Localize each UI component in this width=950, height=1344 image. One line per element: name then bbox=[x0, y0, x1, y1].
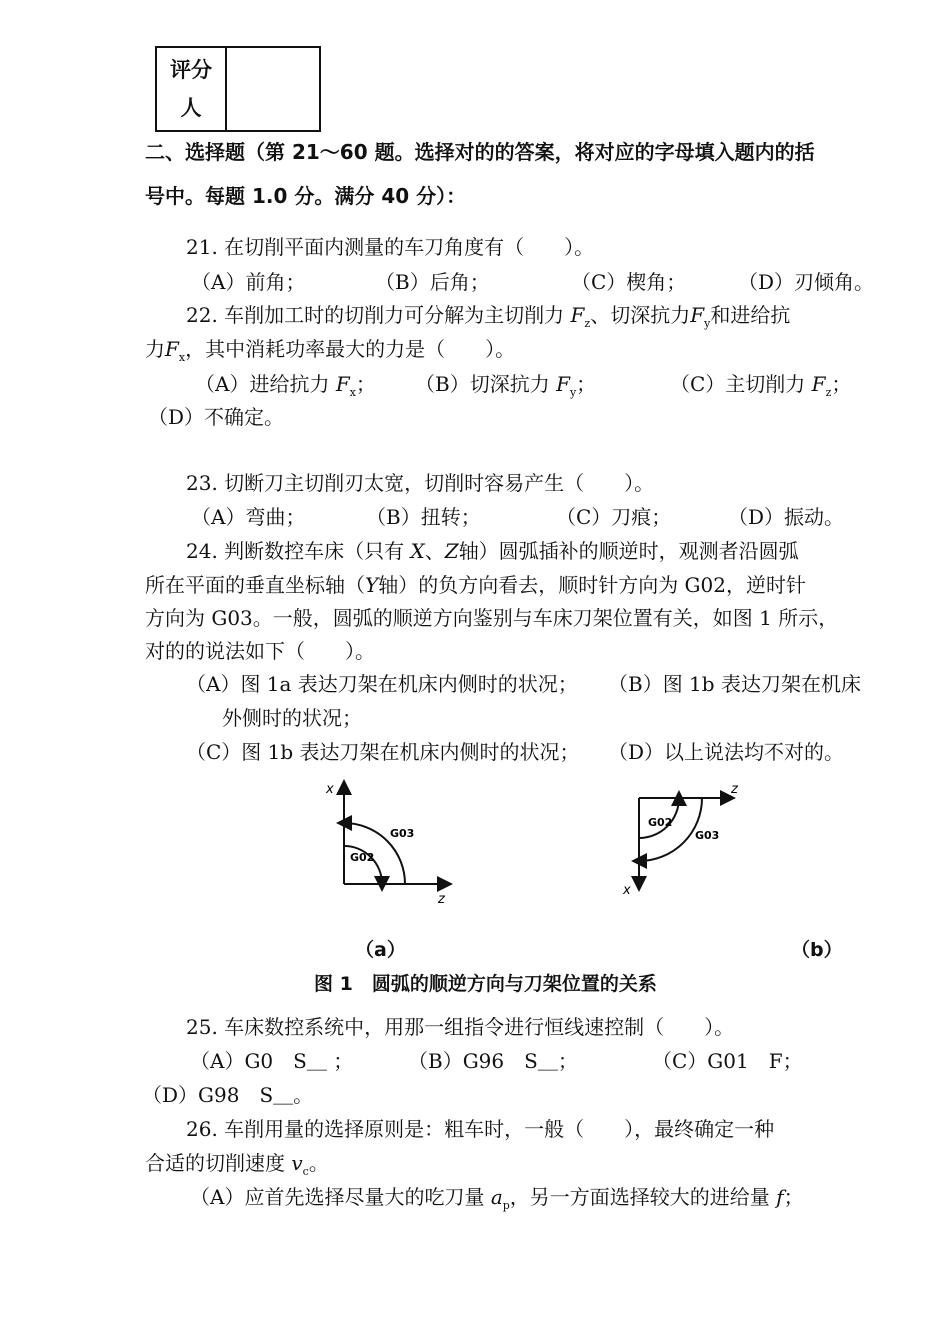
q22-option-d: （D）不确定。 bbox=[148, 405, 285, 429]
fig-b-g03-arc bbox=[639, 798, 702, 861]
q23-stem: 23. 切断刀主切削刃太宽，切削时容易产生（ ）。 bbox=[186, 471, 655, 495]
q21-option-c: （C）楔角； bbox=[571, 270, 687, 294]
q23-option-c: （C）刀痕； bbox=[556, 505, 672, 529]
fig-b-g02-label: G02 bbox=[648, 816, 673, 829]
q26-option-a: （A）应首先选择尽量大的吃刀量 $a_p$，另一方面选择较大的进给量 f； bbox=[190, 1185, 804, 1212]
q24-stem-line4: 对的的说法如下（ ）。 bbox=[145, 639, 375, 663]
fig-a-x-label: x bbox=[326, 782, 334, 797]
figure-a-diagram bbox=[320, 775, 460, 910]
figure-caption: 图 1 圆弧的顺逆方向与刀架位置的关系 bbox=[314, 973, 657, 995]
q24-option-b-line2: 外侧时的状况； bbox=[222, 706, 362, 730]
fig-b-z-label: z bbox=[731, 782, 738, 797]
q25-option-c: （C）G01 F； bbox=[652, 1049, 803, 1073]
q24-option-b-line1: （B）图 1b 表达刀架在机床 bbox=[608, 672, 861, 696]
q22-option-a: （A）进给抗力 $F_x$； bbox=[195, 372, 376, 399]
q23-option-b: （B）扭转； bbox=[366, 505, 481, 529]
q21-option-a: （A）前角； bbox=[191, 270, 306, 294]
figure-a-label: （a） bbox=[355, 939, 406, 961]
q22-stem-line1: 22. 车削加工时的切削力可分解为主切削力 $F_z$、切深抗力$F_y$和进给抗 bbox=[186, 303, 791, 330]
q21-stem: 21. 在切削平面内测量的车刀角度有（ ）。 bbox=[186, 235, 595, 259]
fig-a-g02-label: G02 bbox=[350, 851, 375, 864]
score-label-line1: 评分 bbox=[170, 58, 212, 82]
q23-option-d: （D）振动。 bbox=[728, 505, 845, 529]
q21-option-b: （B）后角； bbox=[375, 270, 490, 294]
q23-option-a: （A）弯曲； bbox=[191, 505, 306, 529]
fig-a-g03-label: G03 bbox=[390, 827, 415, 840]
q25-option-a: （A）G0 S＿ ； bbox=[190, 1049, 354, 1073]
fig-b-x-label: x bbox=[623, 883, 631, 898]
score-box bbox=[155, 46, 321, 132]
fig-a-z-label: z bbox=[438, 892, 445, 907]
q26-stem-line1: 26. 车削用量的选择原则是：粗车时，一般（ ），最终确定一种 bbox=[186, 1117, 775, 1141]
q25-stem: 25. 车床数控系统中，用那一组指令进行恒线速控制（ ）。 bbox=[186, 1015, 735, 1039]
q22-option-c: （C）主切削力 $F_z$； bbox=[670, 372, 852, 399]
figure-b-label: （b） bbox=[791, 939, 843, 961]
section-title-line1: 二、选择题（第 21～60 题。选择对的的答案，将对应的字母填入题内的括 bbox=[145, 140, 815, 164]
q24-option-d: （D）以上说法均不对的。 bbox=[608, 740, 845, 764]
score-value-cell[interactable] bbox=[227, 48, 319, 130]
q24-stem-line2: 所在平面的垂直坐标轴（Y轴）的负方向看去，顺时针方向为 G02，逆时针 bbox=[145, 573, 806, 597]
q22-stem-line2: 力$F_x$，其中消耗功率最大的力是（ ）。 bbox=[145, 337, 516, 364]
q24-stem-line1: 24. 判断数控车床（只有 X、Z轴）圆弧插补的顺逆时，观测者沿圆弧 bbox=[186, 539, 799, 563]
q24-option-a: （A）图 1a 表达刀架在机床内侧时的状况； bbox=[186, 672, 578, 696]
fig-b-g03-label: G03 bbox=[695, 829, 720, 842]
q24-option-c: （C）图 1b 表达刀架在机床内侧时的状况； bbox=[186, 740, 580, 764]
figure-b-diagram bbox=[615, 778, 750, 898]
q24-stem-line3: 方向为 G03。一般，圆弧的顺逆方向鉴别与车床刀架位置有关，如图 1 所示， bbox=[145, 606, 839, 630]
q25-option-b: （B）G96 S＿； bbox=[408, 1049, 578, 1073]
q21-option-d: （D）刃倾角。 bbox=[738, 270, 875, 294]
q22-option-b: （B）切深抗力 $F_y$； bbox=[415, 372, 597, 399]
score-label bbox=[157, 48, 227, 130]
section-title-line2: 号中。每题 1.0 分。满分 40 分）： bbox=[145, 184, 467, 208]
score-label-line2: 人 bbox=[180, 96, 202, 120]
q26-stem-line2: 合适的切削速度 $v_c$。 bbox=[145, 1151, 329, 1178]
q25-option-d: （D）G98 S＿。 bbox=[142, 1083, 314, 1107]
